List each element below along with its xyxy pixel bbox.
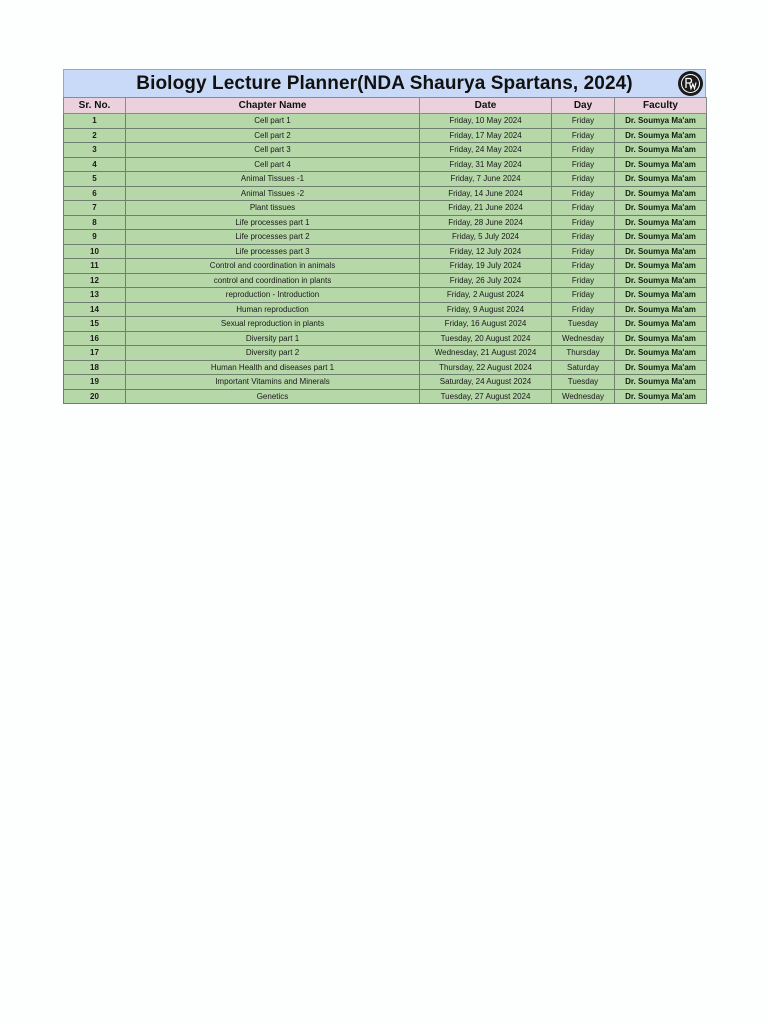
day-cell: Tuesday: [552, 317, 615, 332]
sr-no-cell: 4: [64, 157, 126, 172]
table-row: [64, 288, 707, 303]
title-bar: [63, 69, 706, 97]
sr-no-cell: 12: [64, 273, 126, 288]
chapter-name-cell: Life processes part 3: [126, 244, 420, 259]
table-row: [64, 143, 707, 158]
day-cell: Friday: [552, 302, 615, 317]
sr-no-cell: 11: [64, 259, 126, 274]
faculty-cell: Dr. Soumya Ma'am: [615, 331, 707, 346]
faculty-cell: Dr. Soumya Ma'am: [615, 389, 707, 404]
date-cell: Friday, 2 August 2024: [420, 288, 552, 303]
day-cell: Thursday: [552, 346, 615, 361]
date-cell: Friday, 16 August 2024: [420, 317, 552, 332]
pw-logo-icon: [678, 71, 703, 96]
date-cell: Saturday, 24 August 2024: [420, 375, 552, 390]
table-header-row: [64, 98, 707, 114]
sr-no-cell: 2: [64, 128, 126, 143]
faculty-cell: Dr. Soumya Ma'am: [615, 143, 707, 158]
sr-no-cell: 20: [64, 389, 126, 404]
faculty-cell: Dr. Soumya Ma'am: [615, 201, 707, 216]
faculty-cell: Dr. Soumya Ma'am: [615, 186, 707, 201]
sr-no-cell: 7: [64, 201, 126, 216]
sr-no-cell: 15: [64, 317, 126, 332]
faculty-cell: Dr. Soumya Ma'am: [615, 215, 707, 230]
day-cell: Friday: [552, 128, 615, 143]
chapter-name-cell: reproduction - Introduction: [126, 288, 420, 303]
faculty-cell: Dr. Soumya Ma'am: [615, 360, 707, 375]
table-row: [64, 244, 707, 259]
table-row: [64, 201, 707, 216]
table-row: [64, 331, 707, 346]
table-row: [64, 273, 707, 288]
faculty-cell: Dr. Soumya Ma'am: [615, 346, 707, 361]
table-row: [64, 302, 707, 317]
sr-no-cell: 16: [64, 331, 126, 346]
date-cell: Friday, 28 June 2024: [420, 215, 552, 230]
chapter-name-cell: Genetics: [126, 389, 420, 404]
date-cell: Friday, 12 July 2024: [420, 244, 552, 259]
column-header-faculty: Faculty: [615, 98, 707, 114]
faculty-cell: Dr. Soumya Ma'am: [615, 230, 707, 245]
sr-no-cell: 10: [64, 244, 126, 259]
day-cell: Friday: [552, 273, 615, 288]
chapter-name-cell: Cell part 3: [126, 143, 420, 158]
chapter-name-cell: Diversity part 2: [126, 346, 420, 361]
chapter-name-cell: Control and coordination in animals: [126, 259, 420, 274]
faculty-cell: Dr. Soumya Ma'am: [615, 157, 707, 172]
sr-no-cell: 14: [64, 302, 126, 317]
faculty-cell: Dr. Soumya Ma'am: [615, 172, 707, 187]
date-cell: Friday, 14 June 2024: [420, 186, 552, 201]
table-row: [64, 114, 707, 129]
faculty-cell: Dr. Soumya Ma'am: [615, 302, 707, 317]
faculty-cell: Dr. Soumya Ma'am: [615, 114, 707, 129]
column-header-chapter-name: Chapter Name: [126, 98, 420, 114]
table-row: [64, 346, 707, 361]
day-cell: Friday: [552, 172, 615, 187]
day-cell: Friday: [552, 215, 615, 230]
date-cell: Friday, 26 July 2024: [420, 273, 552, 288]
sr-no-cell: 6: [64, 186, 126, 201]
day-cell: Friday: [552, 201, 615, 216]
date-cell: Friday, 21 June 2024: [420, 201, 552, 216]
day-cell: Friday: [552, 230, 615, 245]
table-row: [64, 360, 707, 375]
sr-no-cell: 17: [64, 346, 126, 361]
day-cell: Friday: [552, 244, 615, 259]
faculty-cell: Dr. Soumya Ma'am: [615, 259, 707, 274]
column-header-day: Day: [552, 98, 615, 114]
faculty-cell: Dr. Soumya Ma'am: [615, 375, 707, 390]
date-cell: Friday, 19 July 2024: [420, 259, 552, 274]
column-header-date: Date: [420, 98, 552, 114]
sr-no-cell: 18: [64, 360, 126, 375]
chapter-name-cell: Cell part 2: [126, 128, 420, 143]
chapter-name-cell: Sexual reproduction in plants: [126, 317, 420, 332]
chapter-name-cell: Animal Tissues -1: [126, 172, 420, 187]
faculty-cell: Dr. Soumya Ma'am: [615, 273, 707, 288]
chapter-name-cell: Life processes part 2: [126, 230, 420, 245]
sr-no-cell: 13: [64, 288, 126, 303]
pw-logo-graphic: [680, 73, 701, 94]
sr-no-cell: 9: [64, 230, 126, 245]
table-row: [64, 259, 707, 274]
date-cell: Friday, 17 May 2024: [420, 128, 552, 143]
table-row: [64, 157, 707, 172]
chapter-name-cell: Diversity part 1: [126, 331, 420, 346]
date-cell: Friday, 24 May 2024: [420, 143, 552, 158]
sr-no-cell: 1: [64, 114, 126, 129]
day-cell: Tuesday: [552, 375, 615, 390]
page-title: Biology Lecture Planner(NDA Shaurya Spartans, 2024): [136, 72, 633, 94]
day-cell: Wednesday: [552, 389, 615, 404]
day-cell: Friday: [552, 288, 615, 303]
faculty-cell: Dr. Soumya Ma'am: [615, 128, 707, 143]
chapter-name-cell: Life processes part 1: [126, 215, 420, 230]
date-cell: Tuesday, 27 August 2024: [420, 389, 552, 404]
column-header-sr-no: Sr. No.: [64, 98, 126, 114]
day-cell: Friday: [552, 186, 615, 201]
table-row: [64, 128, 707, 143]
faculty-cell: Dr. Soumya Ma'am: [615, 317, 707, 332]
table-row: [64, 375, 707, 390]
date-cell: Friday, 9 August 2024: [420, 302, 552, 317]
date-cell: Tuesday, 20 August 2024: [420, 331, 552, 346]
day-cell: Friday: [552, 157, 615, 172]
chapter-name-cell: control and coordination in plants: [126, 273, 420, 288]
table-row: [64, 389, 707, 404]
sr-no-cell: 19: [64, 375, 126, 390]
date-cell: Friday, 7 June 2024: [420, 172, 552, 187]
table-row: [64, 317, 707, 332]
day-cell: Wednesday: [552, 331, 615, 346]
table-row: [64, 215, 707, 230]
day-cell: Friday: [552, 259, 615, 274]
sr-no-cell: 3: [64, 143, 126, 158]
chapter-name-cell: Plant tissues: [126, 201, 420, 216]
chapter-name-cell: Animal Tissues -2: [126, 186, 420, 201]
table-row: [64, 172, 707, 187]
sr-no-cell: 8: [64, 215, 126, 230]
date-cell: Friday, 31 May 2024: [420, 157, 552, 172]
date-cell: Friday, 10 May 2024: [420, 114, 552, 129]
sr-no-cell: 5: [64, 172, 126, 187]
chapter-name-cell: Important Vitamins and Minerals: [126, 375, 420, 390]
day-cell: Friday: [552, 143, 615, 158]
faculty-cell: Dr. Soumya Ma'am: [615, 288, 707, 303]
day-cell: Saturday: [552, 360, 615, 375]
table-row: [64, 230, 707, 245]
table-row: [64, 186, 707, 201]
faculty-cell: Dr. Soumya Ma'am: [615, 244, 707, 259]
day-cell: Friday: [552, 114, 615, 129]
lecture-table: [63, 97, 707, 404]
date-cell: Wednesday, 21 August 2024: [420, 346, 552, 361]
chapter-name-cell: Cell part 4: [126, 157, 420, 172]
date-cell: Friday, 5 July 2024: [420, 230, 552, 245]
chapter-name-cell: Human Health and diseases part 1: [126, 360, 420, 375]
chapter-name-cell: Cell part 1: [126, 114, 420, 129]
date-cell: Thursday, 22 August 2024: [420, 360, 552, 375]
chapter-name-cell: Human reproduction: [126, 302, 420, 317]
lecture-planner-sheet: [63, 69, 706, 404]
